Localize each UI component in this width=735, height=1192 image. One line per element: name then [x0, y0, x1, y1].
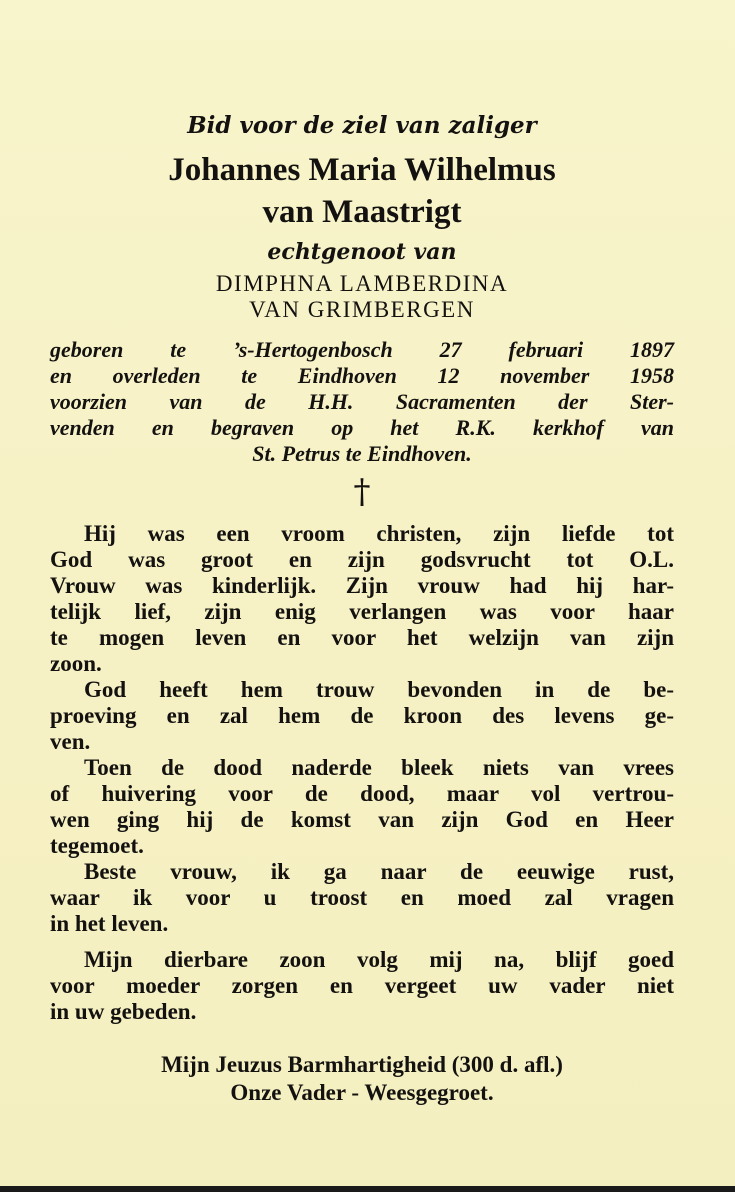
prayer-line: Mijn Jeuzus Barmhartigheid (300 d. afl.): [161, 1052, 563, 1077]
prayer-block: [50, 1051, 674, 1107]
card-bottom-edge: [0, 1186, 735, 1192]
paragraph-trial: [50, 677, 674, 755]
paragraph-son: [50, 947, 674, 1025]
bio-line: en overleden te Eindhoven 12 november 1958: [50, 363, 674, 388]
text-line: God was groot en zijn godsvrucht tot O.L.: [50, 547, 674, 572]
deceased-name-last: van Maastrigt: [262, 194, 462, 230]
prayer-line: Onze Vader - Weesgegroet.: [230, 1080, 494, 1105]
text-line: ven.: [50, 729, 91, 754]
text-line: of huivering voor de dood, maar vol vertrou-: [50, 781, 674, 806]
text-line: tegemoet.: [50, 833, 144, 858]
intro-text: Bid voor de ziel van zaliger: [187, 112, 537, 139]
text-line: te mogen leven en voor het welzijn van zijn: [50, 625, 674, 650]
text-line: in uw gebeden.: [50, 999, 197, 1024]
text-line: telijk lief, zijn enig verlangen was voor haar: [50, 599, 674, 624]
spouse-name: [50, 271, 674, 323]
text-line: Mijn dierbare zoon volg mij na, blijf goed: [84, 947, 674, 972]
spouse-name-line1: DIMPHNA LAMBERDINA: [215, 271, 509, 296]
text-line: proeving en zal hem de kroon des levens ge-: [50, 703, 674, 728]
text-line: Toen de dood naderde bleek niets van vrees: [84, 755, 674, 780]
text-line: Beste vrouw, ik ga naar de eeuwige rust,: [84, 859, 674, 884]
paragraph-wife: [50, 859, 674, 937]
text-line: Vrouw was kinderlijk. Zijn vrouw had hij har-: [50, 573, 674, 598]
text-line: voor moeder zorgen en vergeet uw vader niet: [50, 973, 674, 998]
cross-icon: †: [353, 472, 371, 512]
text-line: Hij was een vroom christen, zijn liefde tot: [84, 521, 674, 546]
spouse-relation: echtgenoot van: [267, 239, 457, 265]
text-line: zoon.: [50, 651, 102, 676]
text-line: God heeft hem trouw bevonden in de be-: [84, 677, 674, 702]
bio-line: geboren te ’s-Hertogenbosch 27 februari 1897: [50, 337, 674, 362]
spacer: [50, 937, 674, 947]
biography: [50, 337, 674, 467]
deceased-name-first: Johannes Maria Wilhelmus: [168, 152, 556, 188]
text-line: in het leven.: [50, 911, 169, 936]
spouse-name-line2: VAN GRIMBERGEN: [249, 297, 475, 322]
text-line: wen ging hij de komst van zijn God en Heer: [50, 807, 674, 832]
bio-line: St. Petrus te Eindhoven.: [252, 441, 472, 466]
bio-line: voorzien van de H.H. Sacramenten der Ster-: [50, 389, 674, 414]
card-content: [50, 112, 674, 1107]
paragraph-death: [50, 755, 674, 859]
text-line: waar ik voor u troost en moed zal vragen: [50, 885, 674, 910]
paragraph-faith: [50, 521, 674, 677]
bio-line: venden en begraven op het R.K. kerkhof van: [50, 415, 674, 440]
